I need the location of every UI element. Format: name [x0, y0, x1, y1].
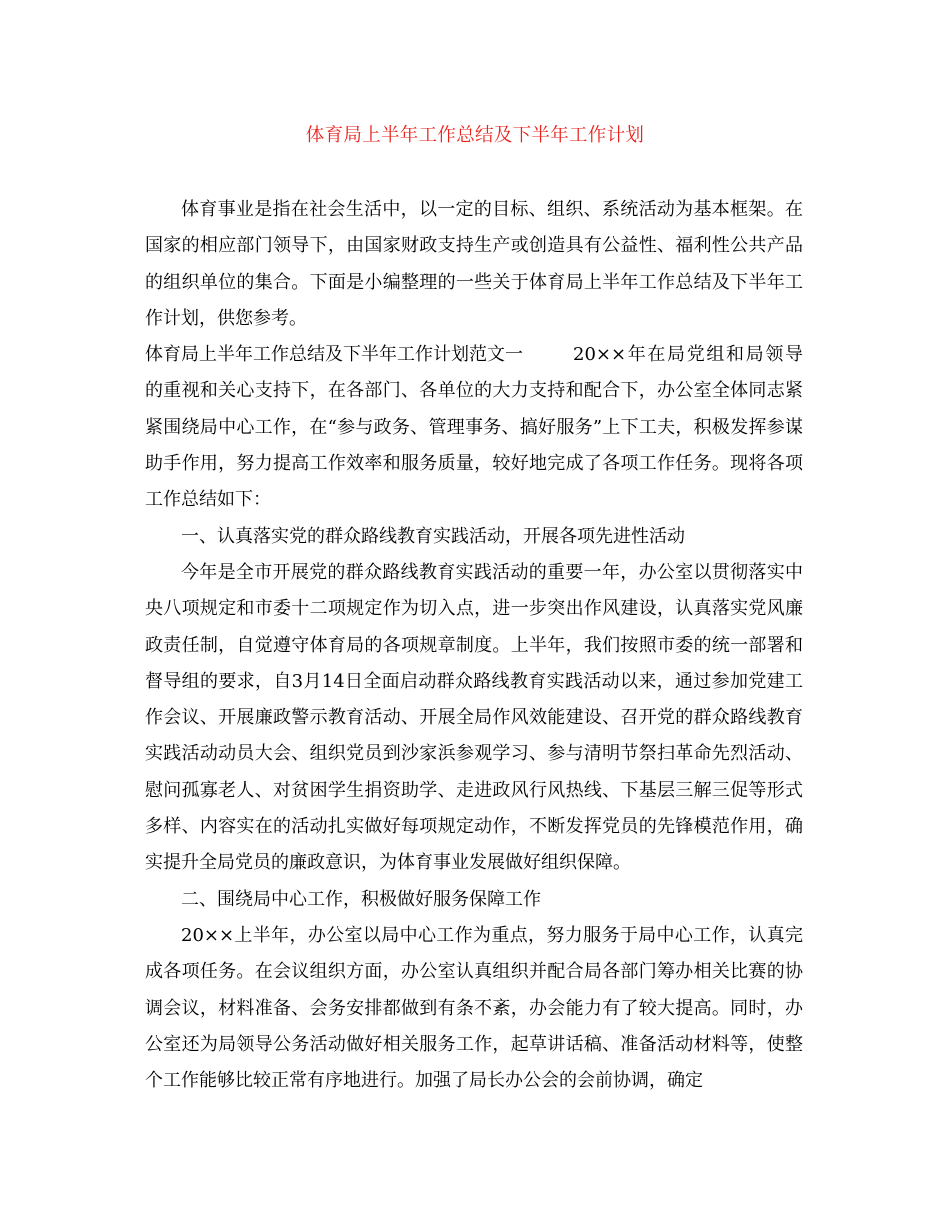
sample-paragraph	[145, 337, 803, 518]
sample-opening: 20××年在局党组和局领导的重视和关心支持下，在各部门、各单位的大力支持和配合下，办公室全体同志紧紧围绕局中心工作，在“参与政务、管理事务、搞好服务”上下工夫，积极发挥参谋助手作用，努力提高工作效率和服务质量，较好地完成了各项工作任务。现将各项工作总结如下：	[145, 344, 803, 511]
sample-heading: 体育局上半年工作总结及下半年工作计划范文一	[145, 344, 523, 366]
section-2-paragraph: 20××上半年，办公室以局中心工作为重点，努力服务于局中心工作，认真完成各项任务。在会议组织方面，办公室认真组织并配合局各部门筹办相关比赛的协调会议，材料准备、会务安排都做到有条不紊，办会能力有了较大提高。同时，办公室还为局领导公务活动做好相关服务工作，起草讲话稿、准备活动材料等，使整个工作能够比较正常有序地进行。加强了局长办公会的会前协调，确定	[145, 924, 803, 1092]
section-1-heading: 一、认真落实党的群众路线教育实践活动，开展各项先进性活动	[181, 525, 685, 547]
document-body	[145, 192, 803, 1099]
document-title: 体育局上半年工作总结及下半年工作计划	[305, 125, 645, 146]
section-1-paragraph: 今年是全市开展党的群众路线教育实践活动的重要一年，办公室以贯彻落实中央八项规定和市委十二项规定作为切入点，进一步突出作风建设，认真落实党风廉政责任制，自觉遵守体育局的各项规章制度。上半年，我们按照市委的统一部署和督导组的要求，自3月14日全面启动群众路线教育实践活动以来，通过参加党建工作会议、开展廉政警示教育活动、开展全局作风效能建设、召开党的群众路线教育实践活动动员大会、组织党员到沙家浜参观学习、参与清明节祭扫革命先烈活动、慰问孤寡老人、对贫困学生捐资助学、走进政风行风热线、下基层三解三促等形式多样、内容实在的活动扎实做好每项规定动作，不断发挥党员的先锋模范作用，确实提升全局党员的廉政意识，为体育事业发展做好组织保障。	[145, 561, 803, 874]
intro-paragraph: 体育事业是指在社会生活中，以一定的目标、组织、系统活动为基本框架。在国家的相应部门领导下，由国家财政支持生产或创造具有公益性、福利性公共产品的组织单位的集合。下面是小编整理的一些关于体育局上半年工作总结及下半年工作计划，供您参考。	[145, 199, 803, 329]
section-2-heading: 二、围绕局中心工作，积极做好服务保障工作	[181, 888, 541, 910]
